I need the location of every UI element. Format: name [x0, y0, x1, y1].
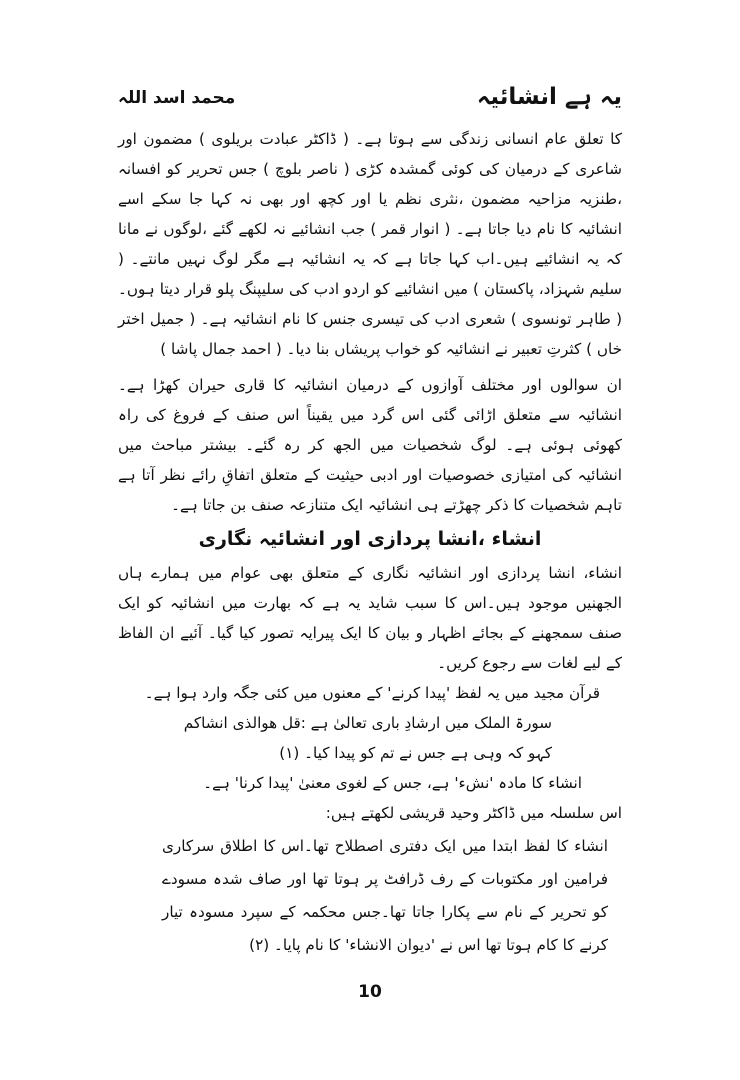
root-line: انشاء کا مادہ 'نشء' ہے، جس کے لغوی معنیٰ 'پیدا کرنا' ہے۔ [203, 774, 582, 792]
paragraph-insha: انشاء، انشا پردازی اور انشائیہ نگاری کے متعلق بھی عوام میں ہمارے ہاں الجھنیں موجود ہیں۔اس کا سبب شاید یہ ہے کہ بھارت میں انشائیہ کو ایک صنف سمجھنے کے بجائے اظہار و بیان کا ایک پیرایہ تصور کیا گیا۔ آئیے ان الفاظ کے لیے لغات سے رجوع کریں۔ [118, 564, 622, 672]
quote-text: انشاء کا لفظ ابتدا میں ایک دفتری اصطلاح تھا۔اس کا اطلاق سرکاری فرامین اور مکتوبات کے رف ڈرافٹ پر ہوتا تھا اور صاف شدہ مسودے کو تحریر کے نام سے پکارا جاتا تھا۔جس محکمہ کے سپرد مسودہ تیار کرنے کا کام ہوتا تھا اس نے 'دیوان الانشاء' کا نام پایا۔ (۲) [162, 837, 608, 954]
book-title: یہ ہے انشائیہ [476, 84, 622, 110]
page-number: 10 [358, 982, 382, 1002]
running-header [118, 80, 622, 114]
surah-line: سورۃ الملک میں ارشادِ باری تعالیٰ ہے :قل ھوالذی انشاکم [183, 714, 552, 732]
section-heading: انشاء ،انشا پردازی اور انشائیہ نگاری [198, 528, 542, 550]
paragraph-definitions: کا تعلق عام انسانی زندگی سے ہوتا ہے۔ ( ڈاکٹر عبادت بریلوی ) مضمون اور شاعری کے درمیان کی کوئی گمشدہ کڑی ( ناصر بلوچ ) جس تحریر کو افسانہ ،طنزیہ مزاحیہ مضمون ،نثری نظم یا اور کچھ اور بھی نہ کہا جا سکے اسے انشائیہ کا نام دیا جاتا ہے۔ ( انوار قمر ) جب انشائیے نہ لکھے گئے ،لوگوں نے مانا کہ یہ انشائیے ہیں۔اب کہا جاتا ہے کہ یہ انشائیہ ہے مگر لوگ نہیں مانتے۔ ( سلیم شہزاد، پاکستان ) میں انشائیے کو اردو ادب کی سلیپنگ پلو قرار دیتا ہوں۔ ( طاہر تونسوی ) شعری ادب کی تیسری جنس کا نام انشائیہ ہے۔ ( جمیل اختر خاں ) کثرتِ تعبیر نے انشائیہ کو خواب پریشاں بنا دیا۔ ( احمد جمال پاشا ) [118, 130, 622, 358]
meaning-line: کہو کہ وہی ہے جس نے تم کو پیدا کیا۔ (۱) [279, 744, 552, 762]
quran-line: قرآن مجید میں یہ لفظ 'پیدا کرنے' کے معنوں میں کئی جگہ وارد ہوا ہے۔ [144, 684, 600, 702]
block-quote [118, 830, 622, 962]
author-name: محمد اسد اللہ [118, 87, 236, 108]
paragraph-confusion: ان سوالوں اور مختلف آوازوں کے درمیان انشائیہ کا قاری حیران کھڑا ہے۔ انشائیہ سے متعلق اڑائی گئی اس گرد میں یقیناً اس صنف کے فروغ کی راہ کھوئی ہوئی ہے۔ لوگ شخصیات میں الجھ کر رہ گئے۔ بیشتر مباحث میں انشائیہ کی امتیازی خصوصیات اور ادبی حیثیت کے متعلق اتفاقِ رائے نظر آتا ہے تاہم شخصیات کا ذکر چھڑتے ہی انشائیہ ایک متنازعہ صنف بن جاتا ہے۔ [118, 376, 622, 514]
page-body [118, 124, 622, 962]
quote-intro-line: اس سلسلہ میں ڈاکٹر وحید قریشی لکھتے ہیں: [325, 804, 622, 822]
